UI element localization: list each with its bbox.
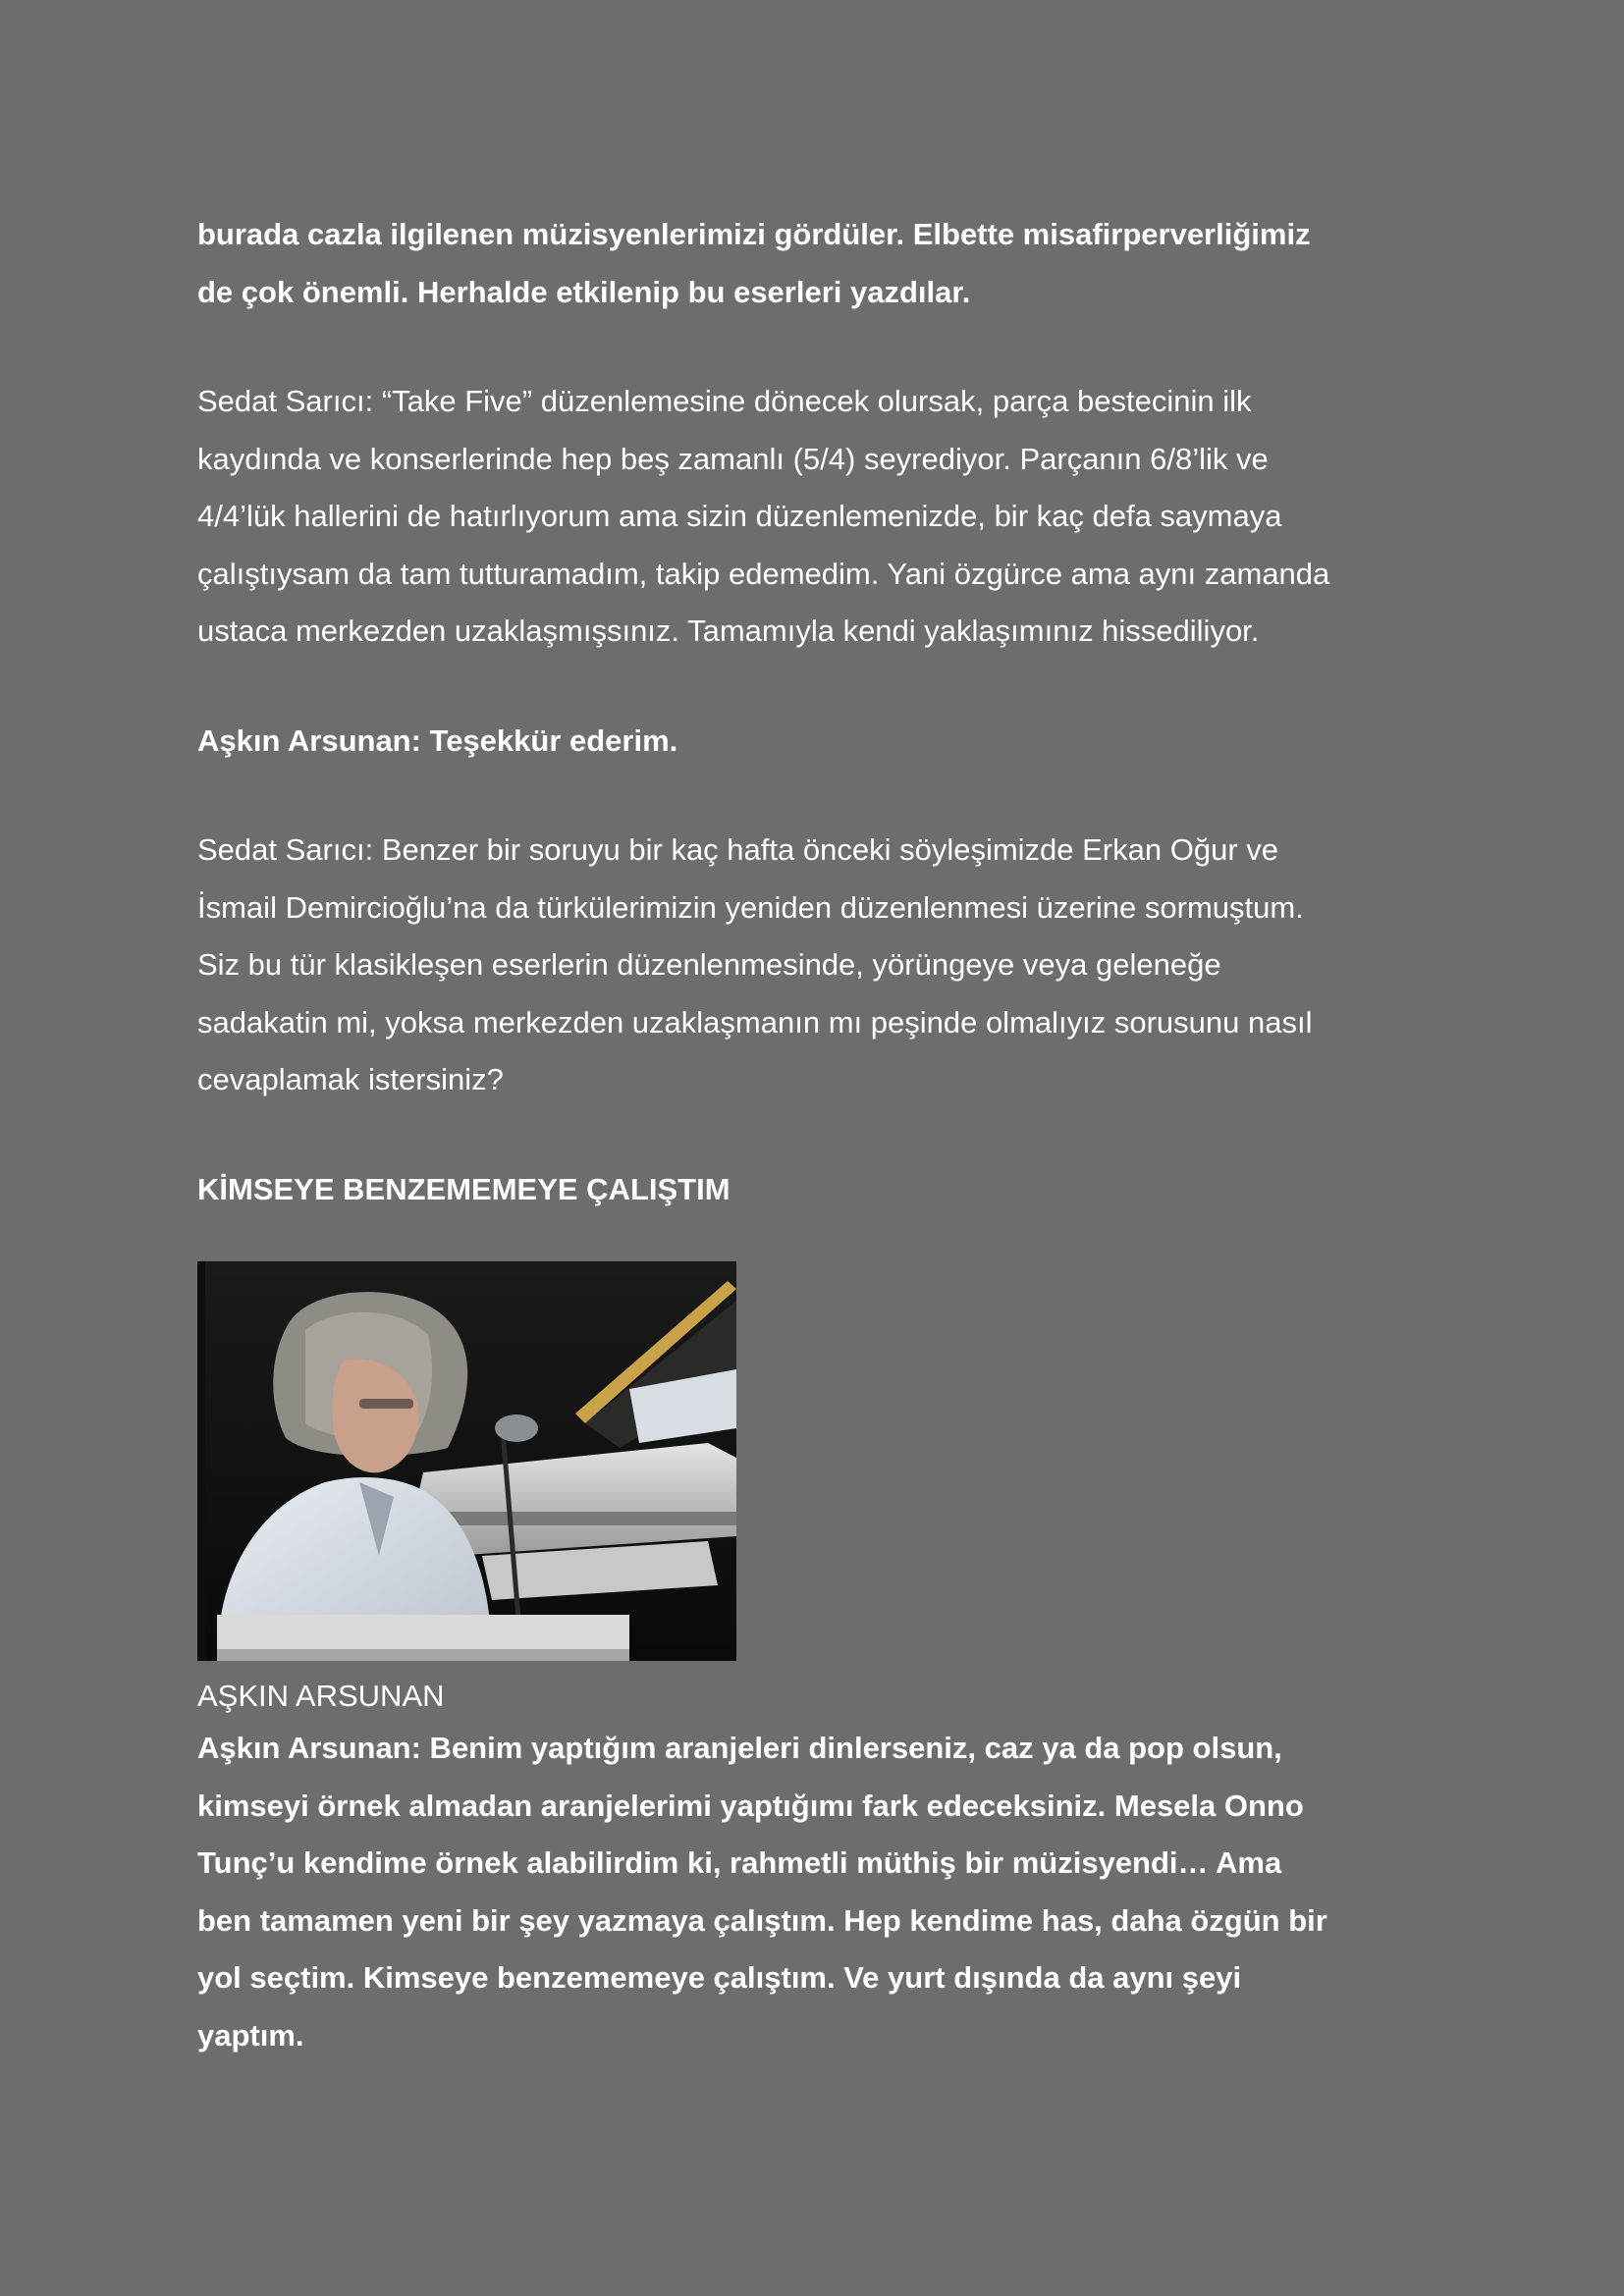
text-line: Aşkın Arsunan: Benim yaptığım aranjeleri dinlerseniz, caz ya da pop olsun,: [197, 1731, 1282, 1765]
text-line: Sedat Sarıcı: “Take Five” düzenlemesine dönecek olursak, parça bestecinin ilk: [197, 384, 1252, 418]
section-heading: KİMSEYE BENZEMEMEYE ÇALIŞTIM: [197, 1171, 731, 1206]
text-line: yol seçtim. Kimseye benzememeye çalıştım. Ve yurt dışında da aynı şeyi: [197, 1960, 1242, 1995]
text-line: Siz bu tür klasikleşen eserlerin düzenlenmesinde, yörüngeye veya geleneğe: [197, 947, 1221, 982]
text-line: yaptım.: [197, 2017, 304, 2053]
text-line: kaydında ve konserlerinde hep beş zamanlı (5/4) seyrediyor. Parçanın 6/8’lik ve: [197, 441, 1269, 476]
paragraph-question-tradition: [197, 822, 1435, 1109]
paragraph-answer-thanks: [197, 713, 1435, 771]
text-line: Sedat Sarıcı: Benzer bir soruyu bir kaç hafta önceki söyleşimizde Erkan Oğur ve: [197, 832, 1278, 867]
text-line: ustaca merkezden uzaklaşmışsınız. Tamamıyla kendi yaklaşımınız hissediliyor.: [197, 614, 1260, 648]
musician-photo: [197, 1261, 736, 1661]
text-line: Tunç’u kendime örnek alabilirdim ki, rahmetli müthiş bir müzisyendi… Ama: [197, 1845, 1282, 1880]
document-page: [197, 206, 1435, 2064]
paragraph-intro: [197, 206, 1435, 321]
text-line: de çok önemli. Herhalde etkilenip bu eserleri yazdılar.: [197, 274, 971, 309]
text-line: Aşkın Arsunan: Teşekkür ederim.: [197, 722, 678, 758]
text-line: İsmail Demircioğlu’na da türkülerimizin yeniden düzenlenmesi üzerine sormuştum.: [197, 889, 1304, 925]
text-line: kimseyi örnek almadan aranjelerimi yaptığımı fark edeceksiniz. Mesela Onno: [197, 1788, 1304, 1823]
text-line: sadakatin mi, yoksa merkezden uzaklaşmanın mı peşinde olmalıyız sorusunu nasıl: [197, 1004, 1313, 1040]
text-line: cevaplamak istersiniz?: [197, 1062, 504, 1096]
text-line: 4/4’lük hallerini de hatırlıyorum ama sizin düzenlemenizde, bir kaç defa saymaya: [197, 499, 1282, 533]
photo-caption: AŞKIN ARSUNAN: [197, 1679, 445, 1713]
paragraph-answer-originality: [197, 1720, 1435, 2064]
text-line: ben tamamen yeni bir şey yazmaya çalıştım. Hep kendime has, daha özgün bir: [197, 1902, 1327, 1938]
text-line: çalıştıysam da tam tutturamadım, takip edemedim. Yani özgürce ama aynı zamanda: [197, 556, 1330, 591]
paragraph-question-take-five: [197, 373, 1435, 661]
text-line: burada cazla ilgilenen müzisyenlerimizi gördüler. Elbette misafirperverliğimiz: [197, 217, 1311, 251]
